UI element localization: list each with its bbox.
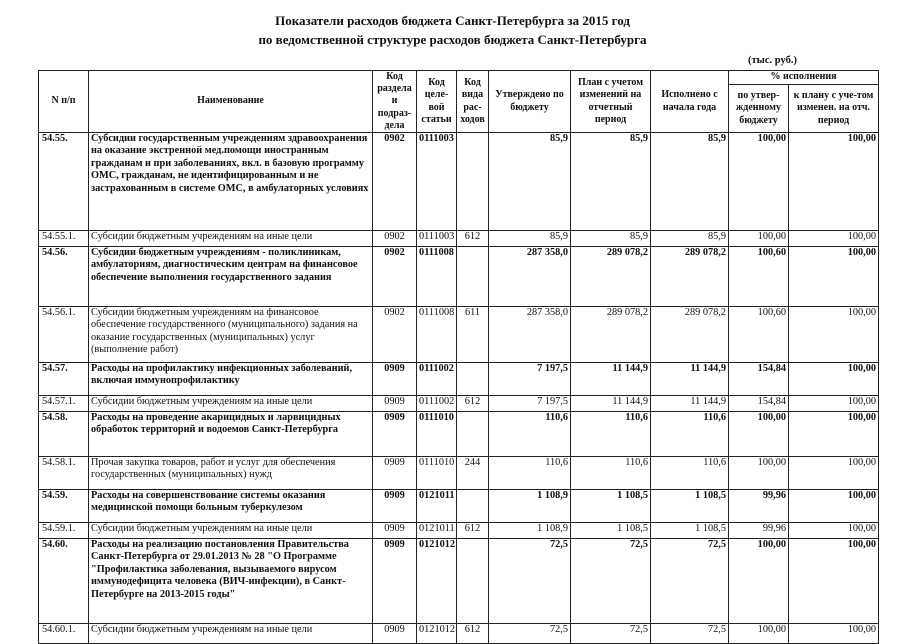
row-pct-approved: 100,60 [729,247,789,307]
page-subtitle: по ведомственной структуре расходов бюджета Санкт-Петербурга [258,32,647,47]
page-title: Показатели расходов бюджета Санкт-Петербурга за 2015 год [275,13,630,28]
header-percent-group: % исполнения [729,71,879,85]
row-vid-code [457,133,489,231]
row-name: Расходы на реализацию постановления Правительства Санкт-Петербурга от 29.01.2013 № 28 "О Программе "Профилактика заболевания, вызываемого вирусом иммунодефицита человека (ВИЧ-инфекции), в Санкт-Петербурге на 2013-2015 годы" [89,539,373,624]
table-row [39,363,879,396]
units-label: (тыс. руб.) [748,55,797,66]
row-pct-approved: 100,00 [729,231,789,247]
row-number: 54.58. [39,412,89,457]
row-plan: 289 078,2 [571,247,651,307]
row-name: Прочая закупка товаров, работ и услуг для обеспечения государственных (муниципальных) нужд [89,457,373,490]
row-pct-plan: 100,00 [789,247,879,307]
header-num: N п/п [39,71,89,133]
row-pct-approved: 99,96 [729,523,789,539]
row-approved: 72,5 [489,624,571,644]
row-pct-plan: 100,00 [789,363,879,396]
row-name: Расходы на совершенствование системы оказания медицинской помощи больным туберкулезом [89,490,373,523]
row-number: 54.59. [39,490,89,523]
row-name: Расходы на проведение акарицидных и ларвицидных обработок территорий и водоемов Санкт-Петербурга [89,412,373,457]
row-razdel-code: 0902 [373,133,417,231]
row-number: 54.56.1. [39,307,89,363]
row-plan: 85,9 [571,231,651,247]
row-approved: 1 108,9 [489,490,571,523]
row-razdel-code: 0909 [373,490,417,523]
row-pct-approved: 154,84 [729,396,789,412]
table-row [39,539,879,624]
table-row [39,247,879,307]
row-number: 54.55.1. [39,231,89,247]
row-number: 54.58.1. [39,457,89,490]
row-pct-approved: 100,00 [729,624,789,644]
row-number: 54.60. [39,539,89,624]
row-pct-plan: 100,00 [789,523,879,539]
row-vid-code: 612 [457,231,489,247]
row-razdel-code: 0909 [373,412,417,457]
row-pct-plan: 100,00 [789,490,879,523]
row-approved: 7 197,5 [489,363,571,396]
row-approved: 287 358,0 [489,247,571,307]
row-statya-code: 0111008 [417,247,457,307]
row-razdel-code: 0902 [373,247,417,307]
row-plan: 1 108,5 [571,490,651,523]
row-name: Субсидии бюджетным учреждениям на иные цели [89,231,373,247]
row-plan: 11 144,9 [571,363,651,396]
row-name: Субсидии бюджетным учреждениям на иные цели [89,624,373,644]
row-vid-code: 612 [457,396,489,412]
row-statya-code: 0111002 [417,396,457,412]
row-razdel-code: 0909 [373,539,417,624]
table-row [39,396,879,412]
row-statya-code: 0111010 [417,457,457,490]
row-executed: 72,5 [651,539,729,624]
row-pct-approved: 100,00 [729,539,789,624]
row-plan: 110,6 [571,412,651,457]
row-razdel-code: 0909 [373,396,417,412]
row-executed: 11 144,9 [651,396,729,412]
row-name: Расходы на профилактику инфекционных заболеваний, включая иммунопрофилактику [89,363,373,396]
header-pct-approved: по утвер-жденному бюджету [729,84,789,132]
row-plan: 289 078,2 [571,307,651,363]
header-razdel: Код раздела и подраз-дела [373,71,417,133]
row-plan: 11 144,9 [571,396,651,412]
row-executed: 85,9 [651,133,729,231]
row-pct-plan: 100,00 [789,539,879,624]
row-plan: 110,6 [571,457,651,490]
row-vid-code [457,490,489,523]
row-number: 54.56. [39,247,89,307]
row-pct-plan: 100,00 [789,396,879,412]
header-pct-plan: к плану с уче-том изменен. на отч. период [789,84,879,132]
header-plan: План с учетом изменений на отчетный период [571,71,651,133]
row-approved: 287 358,0 [489,307,571,363]
row-approved: 110,6 [489,457,571,490]
row-razdel-code: 0909 [373,523,417,539]
row-vid-code [457,539,489,624]
table-row [39,133,879,231]
row-name: Субсидии бюджетным учреждениям - поликлиникам, амбулаториям, диагностическим центрам на финансовое обеспечение выполнения государственного задания [89,247,373,307]
table-row [39,457,879,490]
row-approved: 72,5 [489,539,571,624]
row-statya-code: 0121012 [417,539,457,624]
row-vid-code [457,247,489,307]
row-statya-code: 0111008 [417,307,457,363]
row-approved: 85,9 [489,133,571,231]
row-pct-plan: 100,00 [789,307,879,363]
row-executed: 289 078,2 [651,307,729,363]
row-vid-code: 612 [457,624,489,644]
row-razdel-code: 0909 [373,363,417,396]
row-name: Субсидии государственным учреждениям здравоохранения на оказание экстренной мед.помощи иностранным гражданам и при заболеваниях, вкл. в базовую программу ОМС, гражданам, не идентифицированным и не застрахованным в системе ОМС, в амбулаторных условиях [89,133,373,231]
row-pct-approved: 154,84 [729,363,789,396]
row-plan: 72,5 [571,539,651,624]
row-vid-code: 244 [457,457,489,490]
row-approved: 7 197,5 [489,396,571,412]
row-statya-code: 0111003 [417,231,457,247]
row-number: 54.59.1. [39,523,89,539]
row-pct-approved: 100,00 [729,457,789,490]
table-row [39,490,879,523]
row-executed: 1 108,5 [651,490,729,523]
table-row [39,412,879,457]
row-vid-code [457,363,489,396]
header-executed: Исполнено с начала года [651,71,729,133]
row-approved: 85,9 [489,231,571,247]
table-row [39,624,879,644]
row-pct-plan: 100,00 [789,457,879,490]
row-pct-approved: 100,60 [729,307,789,363]
budget-table [38,70,879,644]
table-row [39,231,879,247]
row-number: 54.57.1. [39,396,89,412]
row-statya-code: 0111010 [417,412,457,457]
row-executed: 11 144,9 [651,363,729,396]
row-statya-code: 0121011 [417,523,457,539]
row-plan: 1 108,5 [571,523,651,539]
row-approved: 1 108,9 [489,523,571,539]
table-row [39,523,879,539]
header-name: Наименование [89,71,373,133]
row-pct-plan: 100,00 [789,231,879,247]
row-statya-code: 0111003 [417,133,457,231]
row-pct-approved: 100,00 [729,133,789,231]
row-plan: 85,9 [571,133,651,231]
row-executed: 110,6 [651,412,729,457]
row-executed: 72,5 [651,624,729,644]
row-number: 54.57. [39,363,89,396]
row-pct-approved: 100,00 [729,412,789,457]
row-razdel-code: 0909 [373,457,417,490]
row-executed: 110,6 [651,457,729,490]
row-statya-code: 0121012 [417,624,457,644]
header-statya: Код целе-вой статьи [417,71,457,133]
row-number: 54.60.1. [39,624,89,644]
row-approved: 110,6 [489,412,571,457]
table-row [39,307,879,363]
row-executed: 1 108,5 [651,523,729,539]
row-statya-code: 0111002 [417,363,457,396]
row-statya-code: 0121011 [417,490,457,523]
row-razdel-code: 0902 [373,307,417,363]
header-vid: Код вида рас-ходов [457,71,489,133]
row-vid-code: 612 [457,523,489,539]
row-pct-plan: 100,00 [789,412,879,457]
row-name: Субсидии бюджетным учреждениям на финансовое обеспечение государственного (муниципального) задания на оказание государственных (муниципальных) услуг (выполнение работ) [89,307,373,363]
row-pct-plan: 100,00 [789,624,879,644]
row-vid-code: 611 [457,307,489,363]
row-pct-approved: 99,96 [729,490,789,523]
row-executed: 85,9 [651,231,729,247]
row-pct-plan: 100,00 [789,133,879,231]
row-name: Субсидии бюджетным учреждениям на иные цели [89,396,373,412]
row-razdel-code: 0902 [373,231,417,247]
row-name: Субсидии бюджетным учреждениям на иные цели [89,523,373,539]
header-approved: Утверждено по бюджету [489,71,571,133]
row-number: 54.55. [39,133,89,231]
row-razdel-code: 0909 [373,624,417,644]
row-vid-code [457,412,489,457]
row-executed: 289 078,2 [651,247,729,307]
row-plan: 72,5 [571,624,651,644]
